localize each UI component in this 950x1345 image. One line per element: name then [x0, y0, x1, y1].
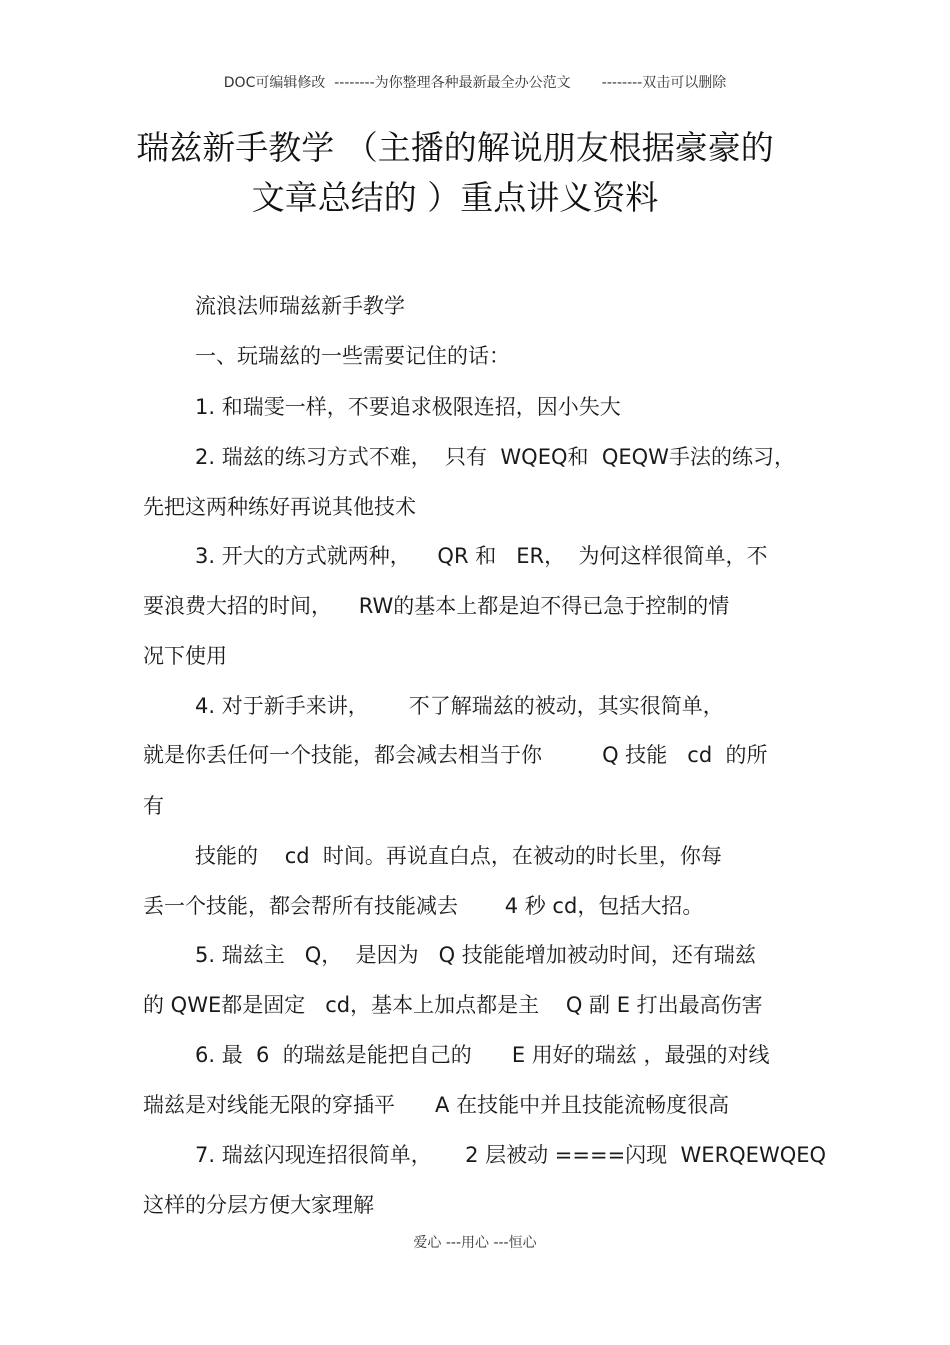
body-line: 6. 最 6 的瑞兹是能把自己的 E 用好的瑞兹 ，最强的对线 [195, 1043, 770, 1067]
body-line: 瑞兹是对线能无限的穿插平 A 在技能中并且技能流畅度很高 [143, 1093, 730, 1117]
body-line: 就是你丢任何一个技能，都会减去相当于你 Q 技能 cd 的所 [143, 743, 768, 767]
body-line: 2. 瑞兹的练习方式不难， 只有 WQEQ和 QEQW手法的练习， [195, 445, 795, 469]
body-line: 这样的分层方便大家理解 [143, 1193, 374, 1217]
body-line: 3. 开大的方式就两种， QR 和 ER， 为何这样很简单，不 [195, 544, 768, 568]
body-line: 有 [143, 794, 164, 818]
body-line: 7. 瑞兹闪现连招很简单， 2 层被动 ====闪现 WERQEWQEQ [195, 1143, 827, 1167]
body-line: 丢一个技能，都会帮所有技能减去 4 秒 cd，包括大招。 [143, 894, 704, 918]
body-line: 要浪费大招的时间， RW的基本上都是迫不得已急于控制的情 [143, 594, 730, 618]
body-line: 技能的 cd 时间。再说直白点，在被动的时长里，你每 [195, 844, 722, 868]
body-line: 4. 对于新手来讲， 不了解瑞兹的被动，其实很简单， [195, 694, 724, 718]
body-line: 的 QWE都是固定 cd，基本上加点都是主 Q 副 E 打出最高伤害 [143, 993, 763, 1017]
body-line: 1. 和瑞雯一样，不要追求极限连招，因小失大 [195, 395, 621, 419]
section-heading: 一、玩瑞兹的一些需要记住的话： [195, 344, 510, 368]
body-line: 5. 瑞兹主 Q， 是因为 Q 技能能增加被动时间，还有瑞兹 [195, 943, 756, 967]
document-title-line-2: 文章总结的 ）重点讲义资料 [251, 178, 659, 217]
body-line: 先把这两种练好再说其他技术 [143, 495, 416, 519]
document-title-line-1: 瑞兹新手教学 （主播的解说朋友根据豪豪的 [136, 128, 774, 167]
body-line: 况下使用 [143, 644, 227, 668]
section-subtitle: 流浪法师瑞兹新手教学 [195, 294, 405, 318]
header-note: DOC可编辑修改 --------为你整理各种最新最全办公范文 --------双击可以删除 [223, 75, 727, 91]
footer-note: 爱心 ---用心 ---恒心 [413, 1235, 537, 1251]
